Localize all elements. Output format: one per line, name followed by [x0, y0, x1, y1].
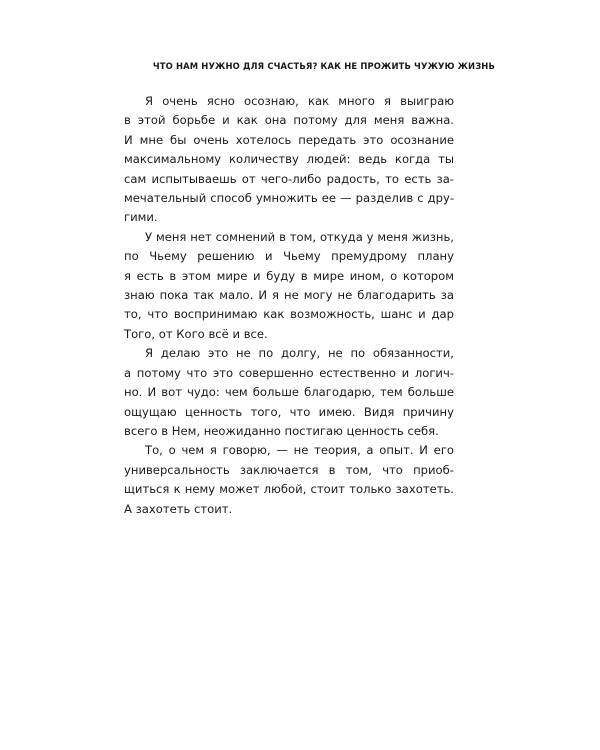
paragraph-4 — [124, 441, 454, 519]
text-line: всего в Нем, неожиданно постигаю ценность себя. — [124, 423, 439, 438]
text-line: по Чьему решению и Чьему премудрому плану — [124, 249, 454, 264]
text-line: универсальность заключается в том, что приоб- — [124, 462, 454, 477]
text-line: ощущаю ценность того, что имею. Видя причину — [124, 404, 454, 419]
paragraph-3 — [124, 344, 454, 441]
text-line: я есть в этом мире и буду в мире ином, о котором — [124, 268, 454, 283]
text-line: но. И вот чудо: чем больше благодарю, тем больше — [124, 385, 454, 400]
text-line: а потому что это совершенно естественно и логич- — [124, 365, 454, 380]
text-line: мечательный способ умножить ее — разделив с дру- — [124, 191, 454, 206]
text-line: в этой борьбе и как она потому для меня важна. — [124, 113, 454, 128]
page-body — [124, 92, 454, 519]
text-line: сам испытываешь от чего-либо радость, то есть за- — [124, 171, 454, 186]
text-line: Того, от Кого всё и все. — [124, 326, 268, 341]
text-line: Я очень ясно осознаю, как много я выиграю — [145, 94, 454, 108]
text-line: щиться к нему может любой, стоит только захотеть. — [124, 482, 454, 497]
running-head: ЧТО НАМ НУЖНО ДЛЯ СЧАСТЬЯ? КАК НЕ ПРОЖИТЬ ЧУЖУЮ ЖИЗНЬ — [152, 61, 495, 71]
paragraph-1 — [124, 92, 454, 228]
text-line: гими. — [124, 210, 158, 225]
text-line: максимальному количеству людей: ведь когда ты — [124, 152, 454, 167]
text-line: У меня нет сомнений в том, откуда у меня жизнь, — [145, 229, 454, 244]
text-line: А захотеть стоит. — [124, 501, 233, 516]
text-line: то, что воспринимаю как возможность, шанс и дар — [124, 307, 454, 322]
text-line: И мне бы очень хотелось передать это осознание — [124, 132, 454, 147]
text-line: знаю пока так мало. И я не могу не благодарить за — [124, 288, 454, 303]
paragraph-2 — [124, 228, 454, 344]
text-line: Я делаю это не по долгу, не по обязанности, — [145, 346, 454, 361]
text-line: То, о чем я говорю, — не теория, а опыт. И его — [145, 443, 454, 458]
